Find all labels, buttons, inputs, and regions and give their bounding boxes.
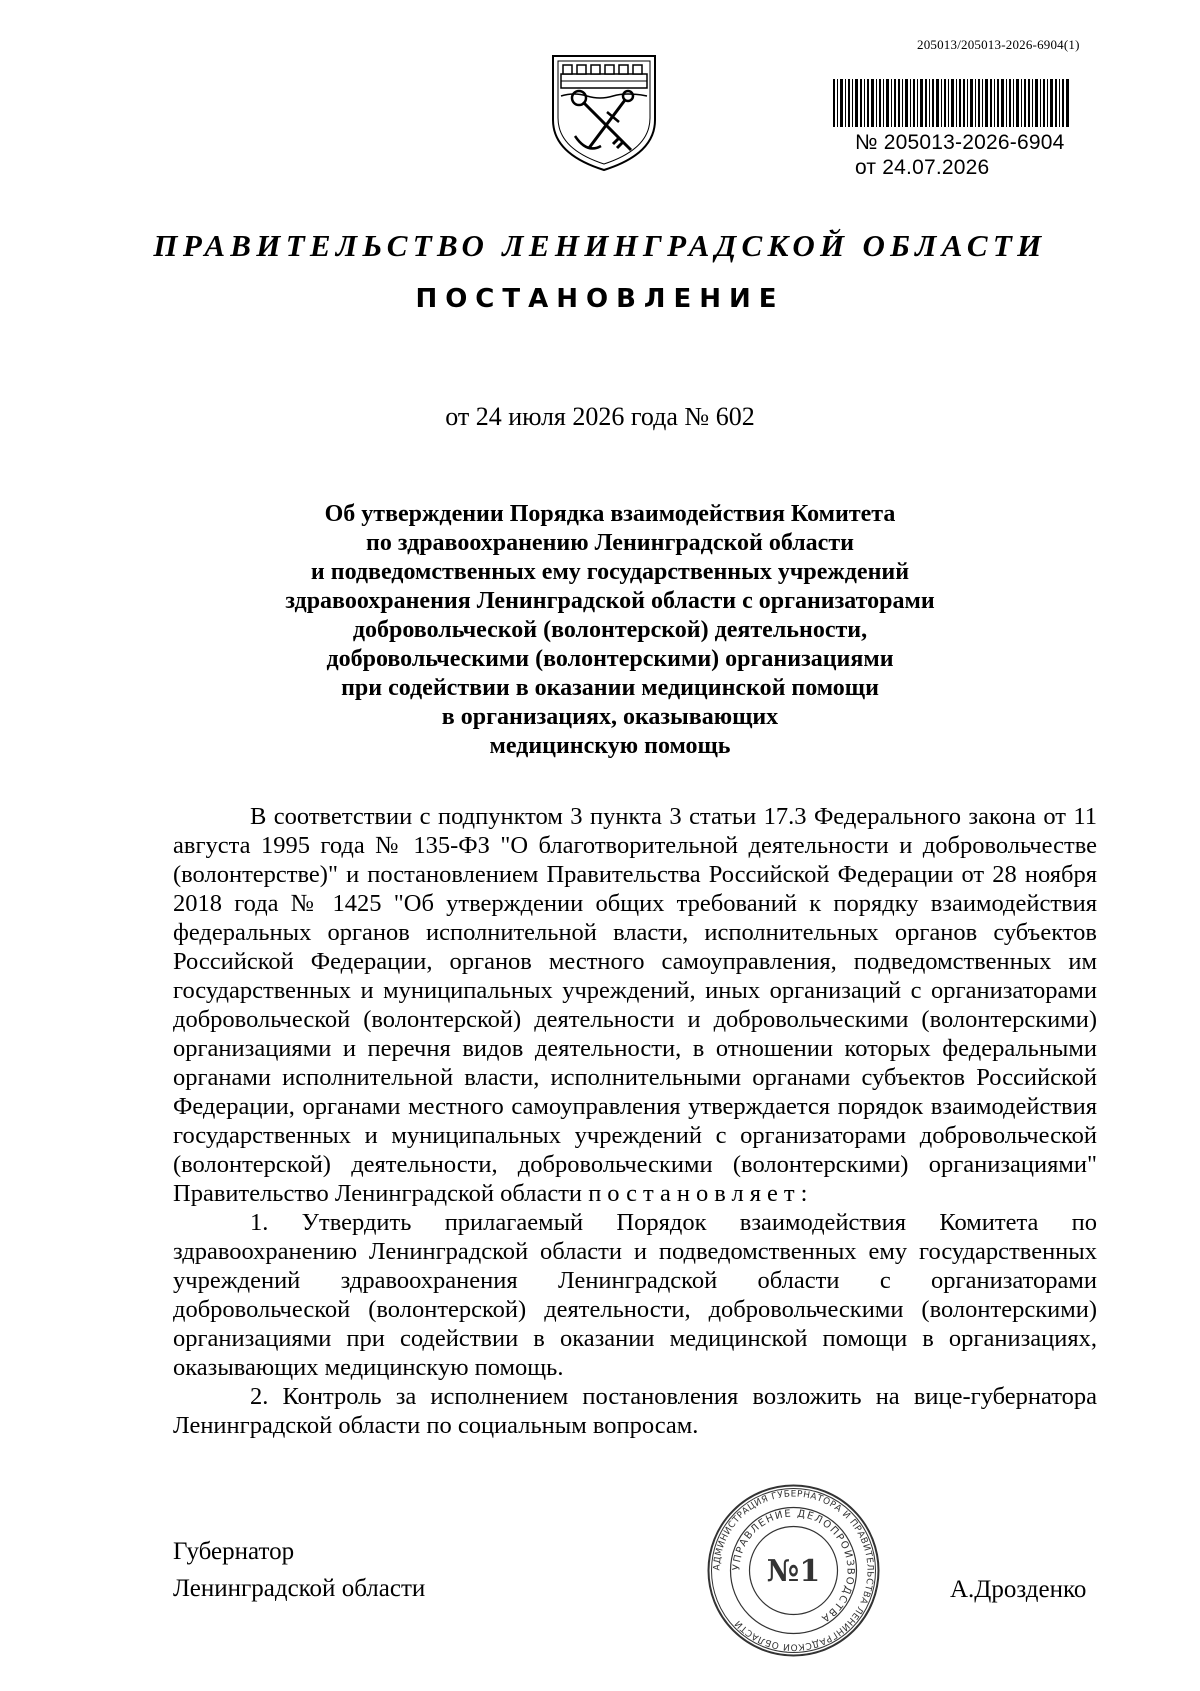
subject-line: здравоохранения Ленинградской области с организаторами: [285, 588, 935, 614]
document-reference: 205013/205013-2026-6904(1): [917, 37, 1080, 52]
subject-line: добровольческими (волонтерскими) организациями: [326, 646, 894, 672]
signatory-title-line: Ленинградской области: [173, 1575, 426, 1602]
document-date-number: от 24 июля 2026 года № 602: [445, 402, 755, 431]
registration-number: № 205013-2026-6904: [855, 131, 1065, 154]
document-body: [173, 802, 1097, 1440]
item-2-paragraph: 2. Контроль за исполнением постановления возложить на вице-губернатора Ленинградской области по социальным вопросам.: [173, 1383, 1097, 1439]
signatory-title: [173, 1533, 425, 1607]
document-type: ПОСТАНОВЛЕНИЕ: [415, 284, 785, 314]
subject-line: и подведомственных ему государственных учреждений: [310, 559, 910, 585]
government-title: ПРАВИТЕЛЬСТВО ЛЕНИНГРАДСКОЙ ОБЛАСТИ: [153, 228, 1047, 263]
subject-line: при содействии в оказании медицинской помощи: [341, 675, 879, 701]
subject-line: в организациях, оказывающих: [441, 704, 779, 730]
preamble-text: В соответствии с подпунктом 3 пункта 3 статьи 17.3 Федерального закона от 11 августа 1995 года № 135-ФЗ "О благотворительной деятельности и добровольчестве (волонтерстве)" и постановлением Правительства Российской Федерации от 28 ноября 2018 года № 1425 "Об утверждении общих требований к порядку взаимодействия федеральных органов исполнительной власти, исполнительных органов субъектов Российской Федерации, органов местного самоуправления, подведомственных им государственных и муниципальных учреждений, иных организаций с организаторами добровольческой (волонтерской) деятельности и добровольческими (волонтерскими) организациями и перечня видов деятельности, в отношении которых федеральными органами исполнительной власти, исполнительными органами субъектов Российской Федерации, органами местного самоуправления утверждается порядок взаимодействия государственных и муниципальных учреждений с организаторами добровольческой (волонтерской) деятельности, добровольческими (волонтерскими) организациями" Правительство Ленинградской области: [173, 803, 1097, 1207]
signatory-title-line: Губернатор: [173, 1538, 295, 1565]
stamp-center-text: №1: [766, 1554, 821, 1589]
stamp-inner-text: УПРАВЛЕНИЕ ДЕЛОПРОИЗВОДСТВА: [731, 1508, 856, 1625]
coat-of-arms-icon: [549, 50, 659, 172]
subject-line: Об утверждении Порядка взаимодействия Комитета: [324, 501, 896, 527]
preamble-paragraph: [173, 802, 1097, 1208]
subject-line: медицинскую помощь: [489, 733, 731, 759]
subject-line: по здравоохранению Ленинградской области: [366, 530, 854, 556]
document-subject: [240, 500, 980, 761]
barcode-icon: [833, 79, 1069, 127]
signatory-name: А.Дрозденко: [950, 1576, 1087, 1603]
subject-line: добровольческой (волонтерской) деятельности,: [352, 617, 868, 643]
official-stamp: [706, 1483, 881, 1658]
registration-date: от 24.07.2026: [855, 156, 990, 179]
item-1-paragraph: 1. Утвердить прилагаемый Порядок взаимодействия Комитета по здравоохранению Ленинградской области и подведомственных ему государственных учреждений здравоохранения Ленинградской области с организаторами добровольческой (волонтерской) деятельности, добровольческими (волонтерскими) организациями при содействии в оказании медицинской помощи в организациях, оказывающих медицинскую помощь.: [173, 1209, 1097, 1381]
stamp-outer-text: АДМИНИСТРАЦИЯ ГУБЕРНАТОРА И ПРАВИТЕЛЬСТВА ЛЕНИНГРАДСКОЙ ОБЛАСТИ: [712, 1489, 875, 1652]
decree-word: постановляет:: [588, 1180, 814, 1207]
